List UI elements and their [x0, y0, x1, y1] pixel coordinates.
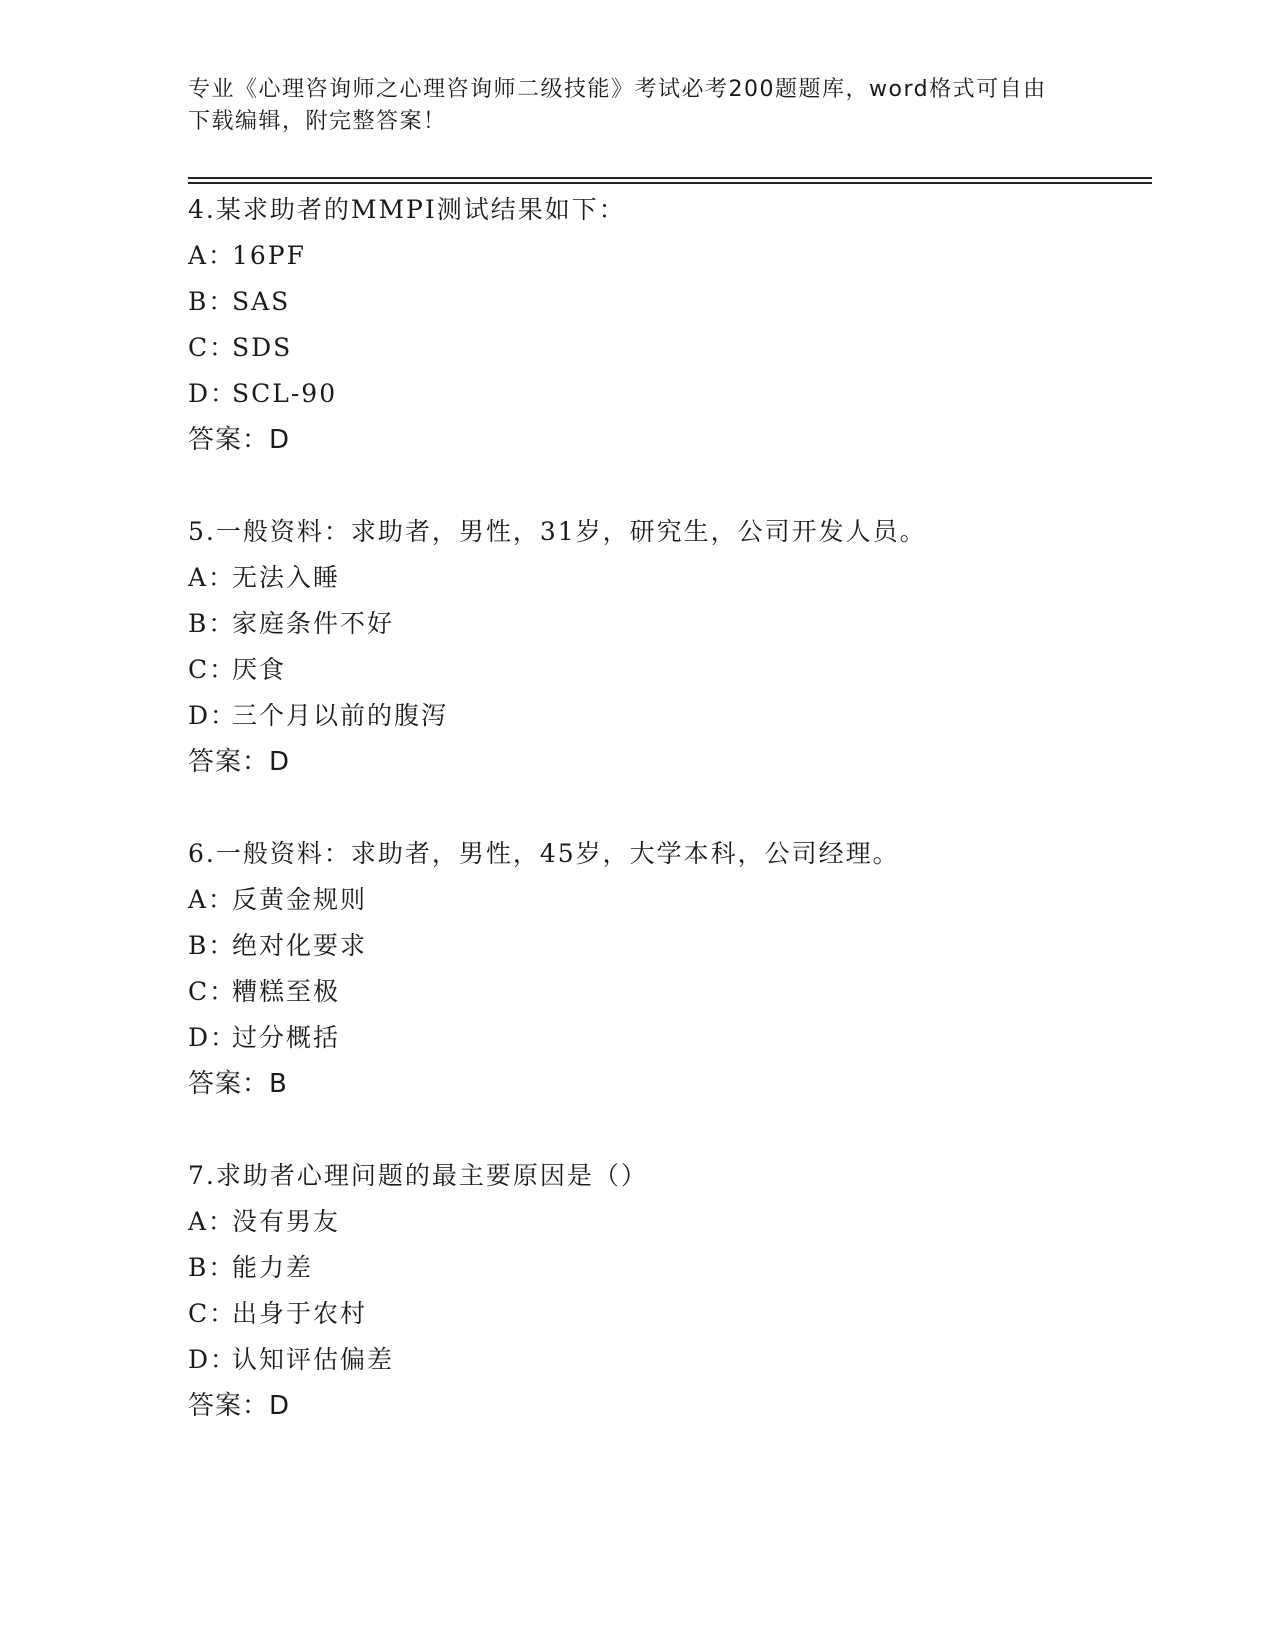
- option-text: 没有男友: [232, 1207, 341, 1236]
- option-letter: D：: [188, 1345, 238, 1374]
- option-letter: A：: [188, 1207, 236, 1236]
- option-d: [188, 371, 1152, 417]
- header-rule-bottom: [188, 182, 1152, 184]
- option-letter: C：: [188, 977, 237, 1006]
- option-b: [188, 923, 1152, 969]
- option-letter: A：: [188, 885, 236, 914]
- question-stem: 6.一般资料：求助者，男性，45岁，大学本科，公司经理。: [188, 839, 900, 868]
- option-text: 绝对化要求: [232, 931, 368, 960]
- option-text: 反黄金规则: [232, 885, 368, 914]
- option-letter: C：: [188, 1299, 237, 1328]
- answer-line: 答案：D: [188, 747, 291, 777]
- answer-line: 答案：B: [188, 1069, 288, 1099]
- option-letter: C：: [188, 655, 237, 684]
- option-letter: D：: [188, 1023, 238, 1052]
- option-c: [188, 325, 1152, 371]
- option-letter: A：: [188, 563, 236, 592]
- option-letter: D：: [188, 701, 238, 730]
- option-text: 糟糕至极: [232, 977, 341, 1006]
- option-c: [188, 1291, 1152, 1337]
- option-text: 家庭条件不好: [232, 609, 395, 638]
- option-text: 三个月以前的腹泻: [232, 701, 449, 730]
- option-a: [188, 877, 1152, 923]
- answer-line: 答案：D: [188, 425, 291, 455]
- option-letter: A：: [188, 241, 236, 270]
- option-a: [188, 1199, 1152, 1245]
- option-text: SCL-90: [232, 379, 338, 408]
- question-7: [188, 1153, 1152, 1429]
- question-list: [188, 187, 1152, 1475]
- option-d: [188, 1015, 1152, 1061]
- option-text: 厌食: [232, 655, 287, 684]
- question-stem: 5.一般资料：求助者，男性，31岁，研究生，公司开发人员。: [188, 517, 927, 546]
- option-b: [188, 1245, 1152, 1291]
- option-text: 无法入睡: [232, 563, 341, 592]
- option-d: [188, 693, 1152, 739]
- document-header: 专业《心理咨询师之心理咨询师二级技能》考试必考200题题库，word格式可自由下载编辑，附完整答案！: [188, 77, 1047, 134]
- option-d: [188, 1337, 1152, 1383]
- option-text: 16PF: [232, 241, 306, 270]
- question-stem: 4.某求助者的MMPI测试结果如下：: [188, 195, 626, 224]
- option-a: [188, 555, 1152, 601]
- option-letter: C：: [188, 333, 237, 362]
- option-text: SAS: [232, 287, 291, 316]
- option-b: [188, 601, 1152, 647]
- option-letter: B：: [188, 609, 236, 638]
- option-letter: B：: [188, 287, 236, 316]
- question-4: [188, 187, 1152, 463]
- option-text: 过分概括: [232, 1023, 341, 1052]
- option-letter: B：: [188, 931, 236, 960]
- option-a: [188, 233, 1152, 279]
- question-6: [188, 831, 1152, 1107]
- option-text: 出身于农村: [232, 1299, 368, 1328]
- option-text: 能力差: [232, 1253, 314, 1282]
- option-letter: B：: [188, 1253, 236, 1282]
- header-rule-top: [188, 177, 1152, 179]
- answer-line: 答案：D: [188, 1391, 291, 1421]
- option-letter: D：: [188, 379, 238, 408]
- option-b: [188, 279, 1152, 325]
- question-5: [188, 509, 1152, 785]
- option-text: 认知评估偏差: [232, 1345, 395, 1374]
- option-c: [188, 647, 1152, 693]
- option-text: SDS: [232, 333, 293, 362]
- question-stem: 7.求助者心理问题的最主要原因是（）: [188, 1161, 648, 1190]
- option-c: [188, 969, 1152, 1015]
